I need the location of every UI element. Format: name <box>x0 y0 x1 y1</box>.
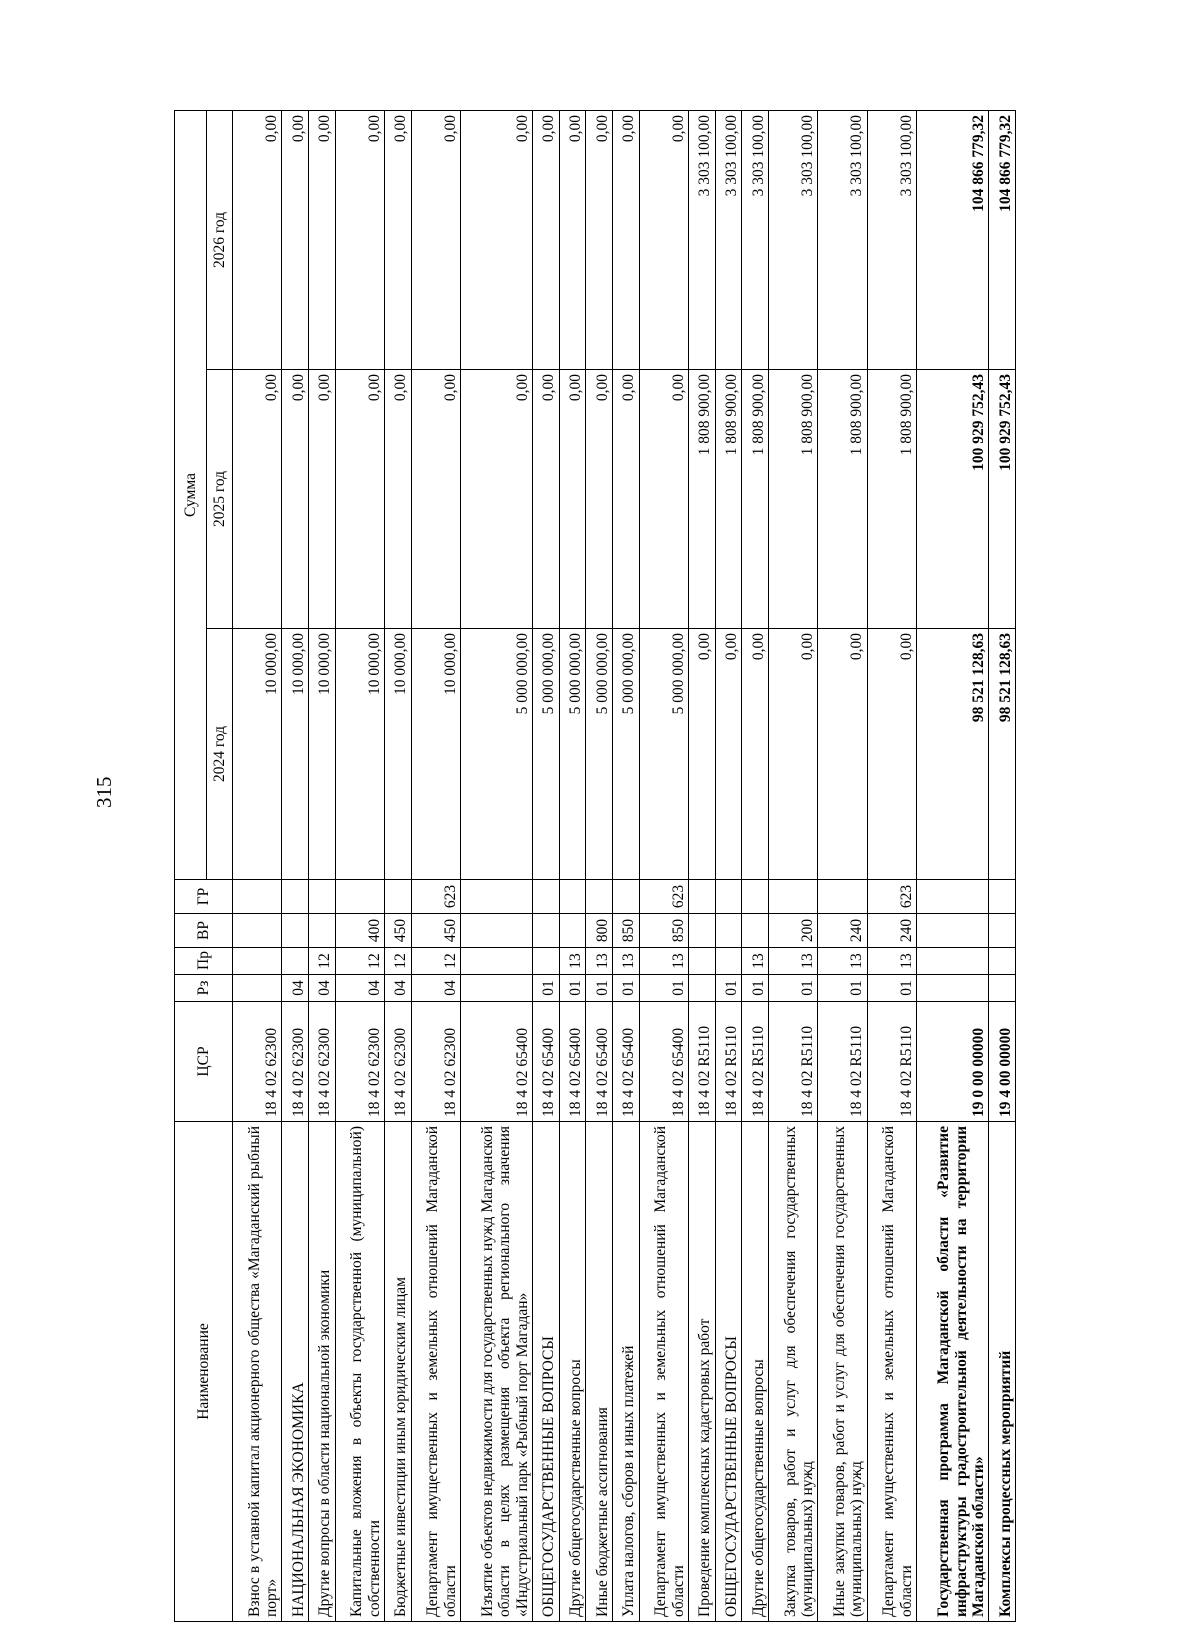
cell-gr <box>613 880 640 914</box>
cell-name: Иные закупки товаров, работ и услуг для обеспечения государственных (муниципальных) нужд <box>818 1122 867 1622</box>
cell-y2025: 0,00 <box>533 370 560 629</box>
cell-gr <box>335 880 384 914</box>
cell-vr <box>233 914 282 948</box>
cell-pr: 12 <box>335 948 384 975</box>
cell-rz: 01 <box>867 975 916 1002</box>
cell-name: Закупка товаров, работ и услуг для обеспечения государственных (муниципальных) нужд <box>769 1122 818 1622</box>
cell-vr: 800 <box>586 914 613 948</box>
cell-vr <box>559 914 586 948</box>
cell-rz: 04 <box>282 975 309 1002</box>
cell-y2026: 3 303 100,00 <box>689 110 716 369</box>
cell-y2025: 1 808 900,00 <box>769 370 818 629</box>
cell-pr: 13 <box>613 948 640 975</box>
table-row <box>586 110 613 1621</box>
cell-csr: 18 4 02 62300 <box>385 1002 412 1122</box>
cell-y2026: 0,00 <box>233 110 282 369</box>
cell-vr <box>689 914 716 948</box>
cell-y2025: 1 808 900,00 <box>818 370 867 629</box>
cell-pr <box>689 948 716 975</box>
cell-vr: 200 <box>769 914 818 948</box>
cell-gr <box>461 880 533 914</box>
cell-y2025: 100 929 752,43 <box>917 370 989 629</box>
cell-gr <box>715 880 742 914</box>
table-row <box>742 110 769 1621</box>
cell-name: Проведение комплексных кадастровых работ <box>689 1122 716 1622</box>
cell-gr <box>233 880 282 914</box>
cell-csr: 18 4 02 R5110 <box>742 1002 769 1122</box>
cell-y2024: 5 000 000,00 <box>639 629 688 880</box>
cell-name: Другие общегосударственные вопросы <box>742 1122 769 1622</box>
table-row <box>533 110 560 1621</box>
header-rz: Рз <box>175 975 233 1002</box>
cell-y2026: 0,00 <box>335 110 384 369</box>
header-year-2024: 2024 год <box>207 629 233 880</box>
cell-pr <box>282 948 309 975</box>
cell-y2026: 104 866 779,32 <box>917 110 989 369</box>
cell-vr <box>989 914 1016 948</box>
cell-y2025: 0,00 <box>282 370 309 629</box>
cell-pr: 13 <box>818 948 867 975</box>
cell-y2026: 0,00 <box>309 110 336 369</box>
cell-name: Департамент имущественных и земельных отношений Магаданской области <box>639 1122 688 1622</box>
header-name: Наименование <box>175 1122 233 1622</box>
cell-gr <box>533 880 560 914</box>
cell-name: Государственная программа Магаданской области «Развитие инфраструктуры градостроительной деятельности на территории Магаданской области» <box>917 1122 989 1622</box>
cell-y2024: 0,00 <box>769 629 818 880</box>
cell-y2026: 3 303 100,00 <box>867 110 916 369</box>
cell-vr: 400 <box>335 914 384 948</box>
cell-csr: 18 4 02 65400 <box>461 1002 533 1122</box>
cell-y2025: 0,00 <box>639 370 688 629</box>
cell-y2024: 0,00 <box>689 629 716 880</box>
cell-vr <box>461 914 533 948</box>
cell-pr: 12 <box>411 948 460 975</box>
cell-name: ОБЩЕГОСУДАРСТВЕННЫЕ ВОПРОСЫ <box>533 1122 560 1622</box>
cell-csr: 19 0 00 00000 <box>917 1002 989 1122</box>
cell-vr: 240 <box>867 914 916 948</box>
cell-y2024: 98 521 128,63 <box>989 629 1016 880</box>
cell-gr: 623 <box>867 880 916 914</box>
cell-y2024: 98 521 128,63 <box>917 629 989 880</box>
table-row <box>309 110 336 1621</box>
cell-y2024: 5 000 000,00 <box>559 629 586 880</box>
header-sum: Сумма <box>175 110 207 879</box>
table-row <box>639 110 688 1621</box>
cell-gr <box>689 880 716 914</box>
table-row <box>715 110 742 1621</box>
table-row <box>917 110 989 1621</box>
cell-rz: 01 <box>533 975 560 1002</box>
cell-rz <box>917 975 989 1002</box>
cell-csr: 19 4 00 00000 <box>989 1002 1016 1122</box>
cell-y2025: 0,00 <box>411 370 460 629</box>
cell-rz: 01 <box>586 975 613 1002</box>
rotated-table-wrapper <box>174 111 1016 1622</box>
cell-pr: 13 <box>867 948 916 975</box>
cell-y2024: 10 000,00 <box>282 629 309 880</box>
cell-y2026: 3 303 100,00 <box>742 110 769 369</box>
cell-y2024: 0,00 <box>867 629 916 880</box>
cell-y2025: 0,00 <box>309 370 336 629</box>
cell-gr <box>989 880 1016 914</box>
cell-gr: 623 <box>411 880 460 914</box>
cell-rz: 01 <box>818 975 867 1002</box>
cell-rz <box>461 975 533 1002</box>
cell-y2026: 3 303 100,00 <box>818 110 867 369</box>
cell-y2025: 0,00 <box>613 370 640 629</box>
cell-rz <box>989 975 1016 1002</box>
cell-rz <box>689 975 716 1002</box>
cell-pr <box>461 948 533 975</box>
cell-y2026: 0,00 <box>461 110 533 369</box>
cell-y2024: 10 000,00 <box>233 629 282 880</box>
table-row <box>818 110 867 1621</box>
cell-y2024: 5 000 000,00 <box>461 629 533 880</box>
cell-y2025: 0,00 <box>586 370 613 629</box>
cell-y2025: 1 808 900,00 <box>715 370 742 629</box>
page-number: 315 <box>92 776 116 808</box>
table-row <box>282 110 309 1621</box>
cell-gr <box>559 880 586 914</box>
table-row <box>233 110 282 1621</box>
cell-rz: 01 <box>742 975 769 1002</box>
cell-y2026: 0,00 <box>533 110 560 369</box>
cell-pr <box>917 948 989 975</box>
cell-y2024: 5 000 000,00 <box>533 629 560 880</box>
cell-y2026: 0,00 <box>613 110 640 369</box>
cell-gr <box>309 880 336 914</box>
cell-csr: 18 4 02 R5110 <box>867 1002 916 1122</box>
cell-rz: 04 <box>385 975 412 1002</box>
cell-y2025: 0,00 <box>385 370 412 629</box>
cell-y2026: 104 866 779,32 <box>989 110 1016 369</box>
cell-pr <box>233 948 282 975</box>
cell-rz: 01 <box>639 975 688 1002</box>
cell-gr <box>385 880 412 914</box>
cell-name: Капитальные вложения в объекты государственной (муниципальной) собственности <box>335 1122 384 1622</box>
cell-vr: 850 <box>639 914 688 948</box>
header-csr: ЦСР <box>175 1002 233 1122</box>
cell-y2026: 0,00 <box>559 110 586 369</box>
cell-name: Департамент имущественных и земельных отношений Магаданской области <box>867 1122 916 1622</box>
table-row <box>411 110 460 1621</box>
cell-name: Комплексы процессных мероприятий <box>989 1122 1016 1622</box>
cell-rz: 01 <box>769 975 818 1002</box>
cell-y2024: 5 000 000,00 <box>586 629 613 880</box>
cell-name: Уплата налогов, сборов и иных платежей <box>613 1122 640 1622</box>
cell-csr: 18 4 02 65400 <box>586 1002 613 1122</box>
table-row <box>769 110 818 1621</box>
cell-y2025: 1 808 900,00 <box>689 370 716 629</box>
cell-name: Иные бюджетные ассигнования <box>586 1122 613 1622</box>
cell-y2024: 10 000,00 <box>411 629 460 880</box>
cell-pr: 13 <box>639 948 688 975</box>
cell-csr: 18 4 02 R5110 <box>769 1002 818 1122</box>
cell-name: ОБЩЕГОСУДАРСТВЕННЫЕ ВОПРОСЫ <box>715 1122 742 1622</box>
cell-gr <box>769 880 818 914</box>
cell-vr <box>917 914 989 948</box>
table-row <box>461 110 533 1621</box>
cell-gr <box>818 880 867 914</box>
cell-y2025: 0,00 <box>233 370 282 629</box>
cell-gr <box>282 880 309 914</box>
cell-y2024: 0,00 <box>818 629 867 880</box>
header-vr: ВР <box>175 914 233 948</box>
cell-name: Другие вопросы в области национальной экономики <box>309 1122 336 1622</box>
cell-y2026: 3 303 100,00 <box>769 110 818 369</box>
cell-csr: 18 4 02 65400 <box>613 1002 640 1122</box>
cell-csr: 18 4 02 R5110 <box>689 1002 716 1122</box>
cell-y2025: 100 929 752,43 <box>989 370 1016 629</box>
cell-rz: 01 <box>559 975 586 1002</box>
cell-pr: 12 <box>385 948 412 975</box>
cell-y2026: 0,00 <box>411 110 460 369</box>
cell-csr: 18 4 02 R5110 <box>818 1002 867 1122</box>
cell-pr: 12 <box>309 948 336 975</box>
header-gr: ГР <box>175 880 233 914</box>
cell-y2026: 0,00 <box>586 110 613 369</box>
cell-gr: 623 <box>639 880 688 914</box>
cell-vr <box>282 914 309 948</box>
header-year-2026: 2026 год <box>207 110 233 369</box>
cell-csr: 18 4 02 65400 <box>559 1002 586 1122</box>
table-row <box>559 110 586 1621</box>
cell-gr <box>586 880 613 914</box>
cell-gr <box>917 880 989 914</box>
cell-csr: 18 4 02 62300 <box>411 1002 460 1122</box>
cell-rz <box>233 975 282 1002</box>
cell-y2025: 1 808 900,00 <box>742 370 769 629</box>
table-row <box>867 110 916 1621</box>
cell-y2024: 10 000,00 <box>309 629 336 880</box>
cell-y2024: 10 000,00 <box>335 629 384 880</box>
cell-pr: 13 <box>586 948 613 975</box>
cell-vr <box>309 914 336 948</box>
cell-name: Департамент имущественных и земельных отношений Магаданской области <box>411 1122 460 1622</box>
cell-y2025: 0,00 <box>335 370 384 629</box>
table-row <box>613 110 640 1621</box>
cell-name: НАЦИОНАЛЬНАЯ ЭКОНОМИКА <box>282 1122 309 1622</box>
cell-pr: 13 <box>769 948 818 975</box>
header-year-2025: 2025 год <box>207 370 233 629</box>
cell-pr: 13 <box>742 948 769 975</box>
cell-name: Изъятие объектов недвижимости для государственных нужд Магаданской области в целях размещения объекта регионального значения «Индустриальный парк «Рыбный порт Магадан» <box>461 1122 533 1622</box>
cell-pr <box>989 948 1016 975</box>
table-body <box>233 110 1016 1621</box>
cell-y2025: 0,00 <box>559 370 586 629</box>
cell-y2026: 0,00 <box>282 110 309 369</box>
budget-table <box>174 110 1016 1622</box>
cell-csr: 18 4 02 62300 <box>309 1002 336 1122</box>
table-row <box>385 110 412 1621</box>
cell-name: Взнос в уставной капитал акционерного общества «Магаданский рыбный порт» <box>233 1122 282 1622</box>
cell-y2024: 10 000,00 <box>385 629 412 880</box>
cell-csr: 18 4 02 62300 <box>233 1002 282 1122</box>
cell-pr <box>533 948 560 975</box>
cell-y2026: 0,00 <box>385 110 412 369</box>
table-row <box>689 110 716 1621</box>
cell-csr: 18 4 02 62300 <box>335 1002 384 1122</box>
cell-vr <box>742 914 769 948</box>
cell-y2024: 0,00 <box>715 629 742 880</box>
cell-y2026: 3 303 100,00 <box>715 110 742 369</box>
cell-vr <box>533 914 560 948</box>
cell-name: Другие общегосударственные вопросы <box>559 1122 586 1622</box>
cell-rz: 04 <box>411 975 460 1002</box>
cell-csr: 18 4 02 R5110 <box>715 1002 742 1122</box>
cell-csr: 18 4 02 65400 <box>639 1002 688 1122</box>
cell-csr: 18 4 02 65400 <box>533 1002 560 1122</box>
cell-rz: 01 <box>613 975 640 1002</box>
cell-vr: 450 <box>411 914 460 948</box>
cell-y2024: 5 000 000,00 <box>613 629 640 880</box>
cell-y2026: 0,00 <box>639 110 688 369</box>
cell-gr <box>742 880 769 914</box>
cell-rz: 04 <box>309 975 336 1002</box>
cell-vr: 240 <box>818 914 867 948</box>
cell-vr: 850 <box>613 914 640 948</box>
cell-y2025: 0,00 <box>461 370 533 629</box>
table-row <box>335 110 384 1621</box>
cell-pr <box>715 948 742 975</box>
cell-y2025: 1 808 900,00 <box>867 370 916 629</box>
cell-vr <box>715 914 742 948</box>
cell-vr: 450 <box>385 914 412 948</box>
cell-name: Бюджетные инвестиции иным юридическим лицам <box>385 1122 412 1622</box>
header-pr: Пр <box>175 948 233 975</box>
cell-y2024: 0,00 <box>742 629 769 880</box>
cell-csr: 18 4 02 62300 <box>282 1002 309 1122</box>
cell-rz: 04 <box>335 975 384 1002</box>
table-row <box>989 110 1016 1621</box>
cell-rz: 01 <box>715 975 742 1002</box>
cell-pr: 13 <box>559 948 586 975</box>
